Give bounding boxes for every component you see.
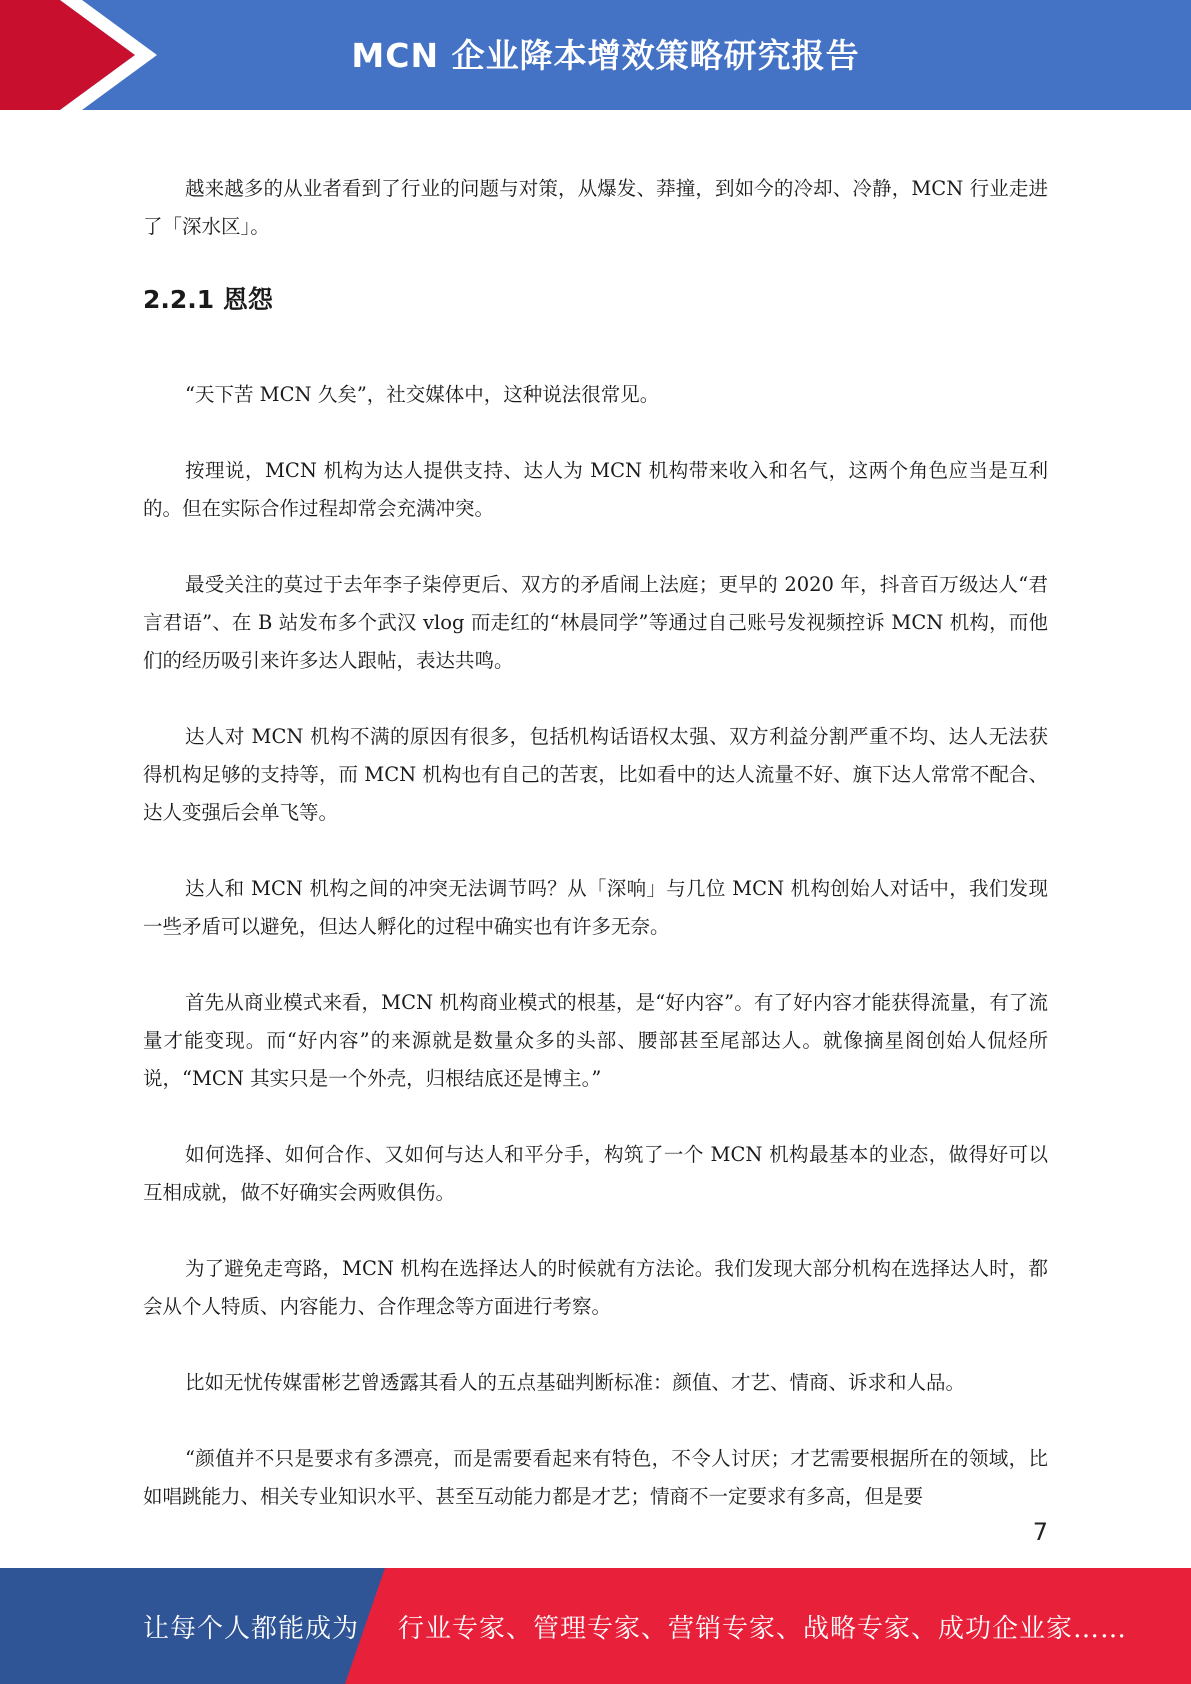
body-paragraph: “颜值并不只是要求有多漂亮，而是需要看起来有特色，不令人讨厌；才艺需要根据所在的领域，比如唱跳能力、相关专业知识水平、甚至互动能力都是才艺；情商不一定要求有多高，但是要 <box>143 1447 1048 1508</box>
main-content <box>143 170 1048 1554</box>
header-banner <box>0 0 1191 110</box>
body-paragraph: 为了避免走弯路，MCN 机构在选择达人的时候就有方法论。我们发现大部分机构在选择达人时，都会从个人特质、内容能力、合作理念等方面进行考察。 <box>143 1257 1048 1318</box>
body-paragraph: 最受关注的莫过于去年李子柒停更后、双方的矛盾闹上法庭；更早的 2020 年，抖音百万级达人“君言君语”、在 B 站发布多个武汉 vlog 而走红的“林晨同学”等通过自己账号发视频控诉 MCN 机构，而他们的经历吸引来许多达人跟帖，表达共鸣。 <box>143 573 1048 672</box>
page-number: 7 <box>1032 1518 1048 1546</box>
footer-slogan-right: 行业专家、管理专家、营销专家、战略专家、成功企业家…… <box>398 1614 1128 1644</box>
footer-banner <box>0 1568 1191 1684</box>
body-paragraph: 首先从商业模式来看，MCN 机构商业模式的根基，是“好内容”。有了好内容才能获得流量，有了流量才能变现。而“好内容”的来源就是数量众多的头部、腰部甚至尾部达人。就像摘星阁创始人侃烃所说，“MCN 其实只是一个外壳，归根结底还是博主。” <box>143 991 1048 1090</box>
body-paragraph: 达人和 MCN 机构之间的冲突无法调节吗？从「深响」与几位 MCN 机构创始人对话中，我们发现一些矛盾可以避免，但达人孵化的过程中确实也有许多无奈。 <box>143 877 1048 938</box>
body-paragraph: 比如无忧传媒雷彬艺曾透露其看人的五点基础判断标准：颜值、才艺、情商、诉求和人品。 <box>185 1371 966 1394</box>
section-heading: 2.2.1 恩怨 <box>143 285 273 314</box>
body-paragraph: “天下苦 MCN 久矣”，社交媒体中，这种说法很常见。 <box>185 383 660 406</box>
document-title: MCN 企业降本增效策略研究报告 <box>351 36 860 75</box>
body-paragraph: 如何选择、如何合作、又如何与达人和平分手，构筑了一个 MCN 机构最基本的业态，做得好可以互相成就，做不好确实会两败俱伤。 <box>143 1143 1048 1204</box>
footer-slogan-left: 让每个人都能成为 <box>143 1614 360 1644</box>
body-paragraph: 按理说，MCN 机构为达人提供支持、达人为 MCN 机构带来收入和名气，这两个角色应当是互利的。但在实际合作过程却常会充满冲突。 <box>143 459 1048 520</box>
intro-paragraph: 越来越多的从业者看到了行业的问题与对策，从爆发、莽撞，到如今的冷却、冷静，MCN 行业走进了「深水区」。 <box>143 177 1048 238</box>
body-paragraph: 达人对 MCN 机构不满的原因有很多，包括机构话语权太强、双方利益分割严重不均、达人无法获得机构足够的支持等，而 MCN 机构也有自己的苦衷，比如看中的达人流量不好、旗下达人常常不配合、达人变强后会单飞等。 <box>143 725 1048 824</box>
